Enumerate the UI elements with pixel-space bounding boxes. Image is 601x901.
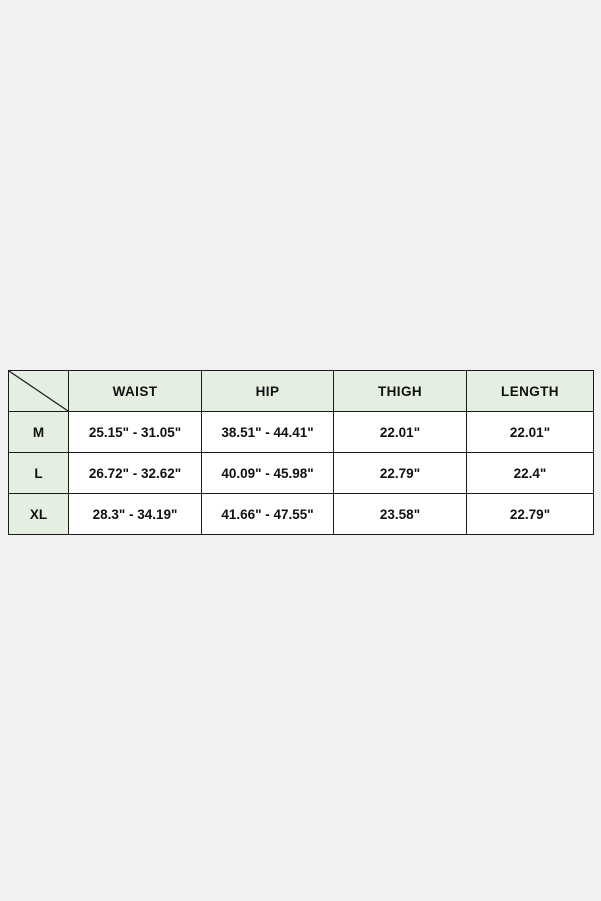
column-header-thigh: THIGH bbox=[334, 371, 467, 412]
cell-thigh: 22.01" bbox=[334, 412, 467, 453]
size-chart-table bbox=[8, 370, 594, 535]
cell-length: 22.4" bbox=[467, 453, 594, 494]
cell-waist: 26.72" - 32.62" bbox=[69, 453, 202, 494]
size-chart-container bbox=[8, 370, 593, 535]
cell-length: 22.79" bbox=[467, 494, 594, 535]
cell-thigh: 23.58" bbox=[334, 494, 467, 535]
table-row bbox=[9, 494, 594, 535]
row-header-size: XL bbox=[9, 494, 69, 535]
column-header-hip: HIP bbox=[202, 371, 334, 412]
cell-waist: 25.15" - 31.05" bbox=[69, 412, 202, 453]
cell-hip: 38.51" - 44.41" bbox=[202, 412, 334, 453]
cell-hip: 40.09" - 45.98" bbox=[202, 453, 334, 494]
row-header-size: L bbox=[9, 453, 69, 494]
table-row bbox=[9, 412, 594, 453]
cell-hip: 41.66" - 47.55" bbox=[202, 494, 334, 535]
table-header-row bbox=[9, 371, 594, 412]
table-body bbox=[9, 412, 594, 535]
table-row bbox=[9, 453, 594, 494]
cell-length: 22.01" bbox=[467, 412, 594, 453]
diagonal-line-icon bbox=[9, 371, 68, 411]
column-header-length: LENGTH bbox=[467, 371, 594, 412]
cell-waist: 28.3" - 34.19" bbox=[69, 494, 202, 535]
corner-cell-diagonal bbox=[9, 371, 69, 412]
column-header-waist: WAIST bbox=[69, 371, 202, 412]
row-header-size: M bbox=[9, 412, 69, 453]
cell-thigh: 22.79" bbox=[334, 453, 467, 494]
table-header bbox=[9, 371, 594, 412]
